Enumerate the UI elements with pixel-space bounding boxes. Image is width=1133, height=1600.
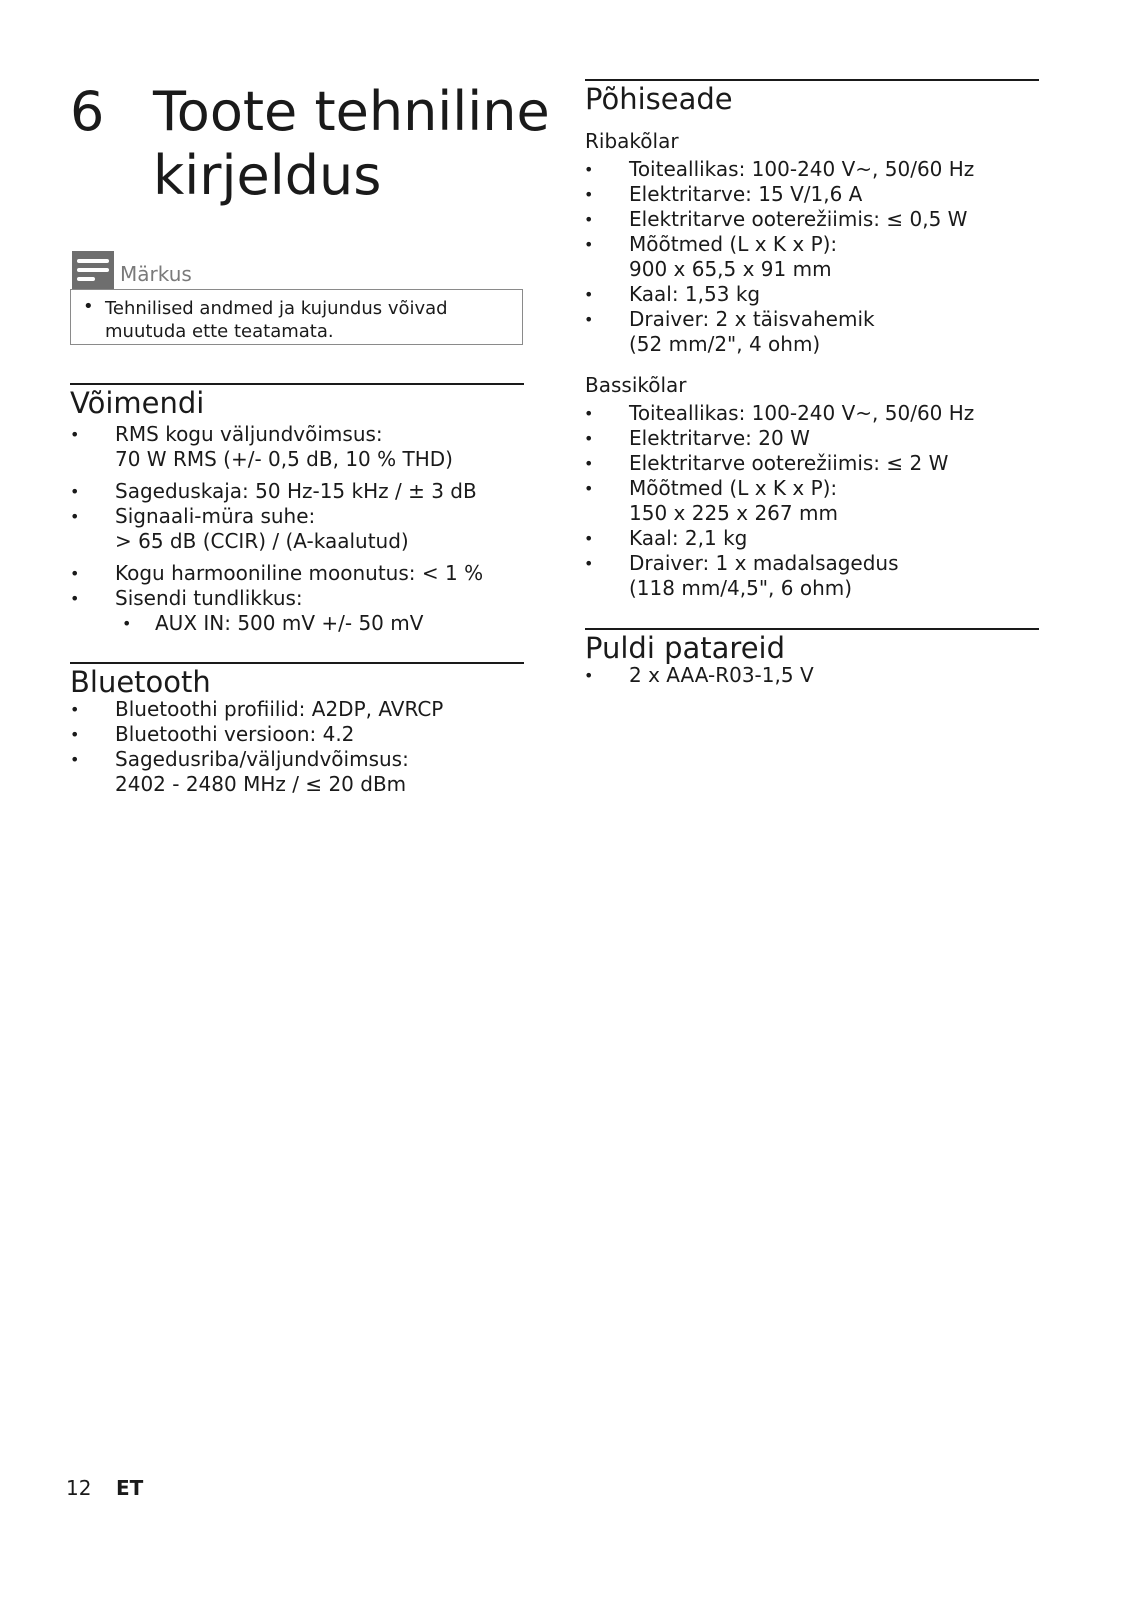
soundbar-list	[584, 157, 1049, 357]
section-title-remote: Puldi patareid	[585, 631, 786, 665]
amplifier-list	[70, 422, 535, 636]
note-label: Märkus	[120, 262, 192, 286]
list-item: • Bluetoothi profiilid: A2DP, AVRCP	[70, 697, 444, 721]
list-item: • Draiver: 1 x madalsagedus (118 mm/4,5", 6 ohm)	[584, 551, 899, 600]
subwoofer-list	[584, 401, 1049, 601]
note-icon	[72, 251, 114, 289]
section-title-amplifier: Võimendi	[70, 386, 205, 420]
list-item: • Elektritarve: 15 V/1,6 A	[584, 182, 863, 206]
list-item: • Sagedusriba/väljundvõimsus: 2402 - 2480 MHz / ≤ 20 dBm	[70, 747, 409, 796]
bullet: •	[83, 296, 94, 317]
list-item: • Kaal: 2,1 kg	[584, 526, 748, 550]
language-code: ET	[116, 1476, 144, 1500]
list-item: • Elektritarve ooterežiimis: ≤ 0,5 W	[584, 207, 968, 231]
note-box	[70, 289, 523, 345]
remote-list	[584, 663, 1049, 688]
list-item: • Elektritarve ooterežiimis: ≤ 2 W	[584, 451, 949, 475]
list-item: • RMS kogu väljundvõimsus: 70 W RMS (+/- 0,5 dB, 10 % THD)	[70, 422, 453, 471]
chapter-number: 6	[70, 80, 105, 143]
list-item: • Kaal: 1,53 kg	[584, 282, 761, 306]
list-item: • Mõõtmed (L x K x P): 150 x 225 x 267 mm	[584, 476, 838, 525]
list-item: • Toiteallikas: 100-240 V~, 50/60 Hz	[584, 401, 975, 425]
list-item: • Toiteallikas: 100-240 V~, 50/60 Hz	[584, 157, 975, 181]
list-item-nested: • AUX IN: 500 mV +/- 50 mV	[122, 611, 424, 635]
list-item: • Bluetoothi versioon: 4.2	[70, 722, 355, 746]
list-item: • Mõõtmed (L x K x P): 900 x 65,5 x 91 mm	[584, 232, 838, 281]
list-item: • Elektritarve: 20 W	[584, 426, 810, 450]
list-item: • Draiver: 2 x täisvahemik (52 mm/2", 4 ohm)	[584, 307, 875, 356]
page-number: 12	[66, 1476, 92, 1500]
subsection-title-subwoofer: Bassikõlar	[585, 373, 687, 397]
note-text: Tehnilised andmed ja kujundus võivad muutuda ette teatamata.	[105, 298, 448, 342]
list-item: • Sageduskaja: 50 Hz-15 kHz / ± 3 dB	[70, 479, 477, 503]
section-title-bluetooth: Bluetooth	[70, 665, 211, 699]
section-title-main-unit: Põhiseade	[585, 82, 733, 116]
subsection-title-soundbar: Ribakõlar	[585, 129, 679, 153]
list-item: • Sisendi tundlikkus:	[70, 586, 303, 610]
bluetooth-list	[70, 697, 535, 797]
list-item: • Kogu harmooniline moonutus: < 1 %	[70, 561, 484, 585]
list-item: • Signaali-müra suhe: > 65 dB (CCIR) / (A-kaalutud)	[70, 504, 409, 553]
list-item: • 2 x AAA-R03-1,5 V	[584, 663, 814, 687]
chapter-title: Toote tehniline kirjeldus	[153, 80, 550, 207]
